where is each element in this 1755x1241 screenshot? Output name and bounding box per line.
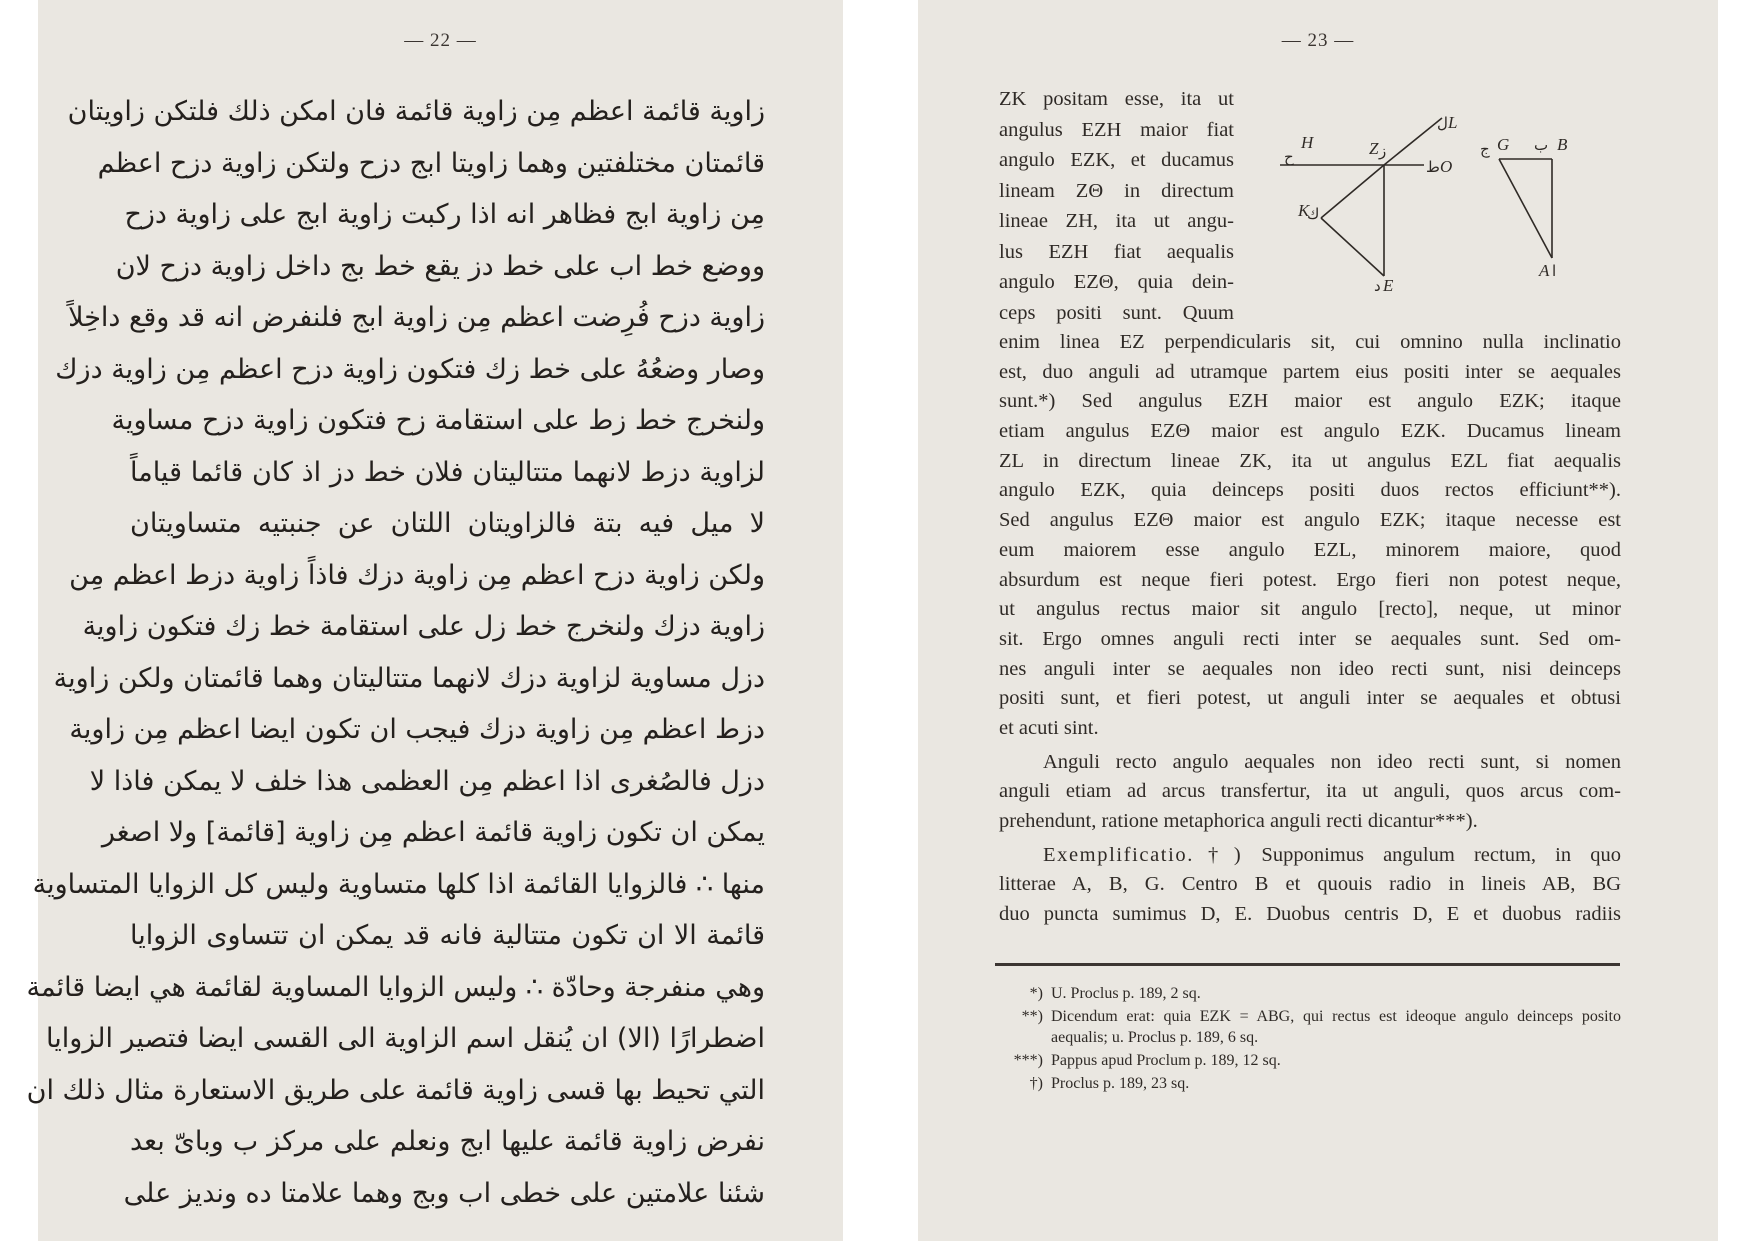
latin-line: angulo EZK, quia deinceps positi duos rectos efficiunt**).	[999, 479, 1621, 502]
latin-line: nes anguli inter se aequales non ideo recti sunt, nisi deinceps	[999, 657, 1621, 680]
geometry-figure	[1264, 98, 1614, 298]
latin-line: ceps positi sunt. Quum	[999, 301, 1234, 324]
label-A: A	[1539, 261, 1550, 280]
label-Z: Z	[1369, 139, 1379, 158]
latin-line: etiam angulus EZΘ maior est angulo EZK. Ducamus lineam	[999, 420, 1621, 443]
latin-line: anguli etiam ad arcus transfertur, ita ut anguli, quos arcus com-	[999, 780, 1621, 803]
geometry-diagram	[1264, 98, 1614, 298]
label-G: G	[1497, 135, 1510, 154]
arabic-line: نفرض زاوية قائمة عليها ابج ونعلم على مركز ب وباىّ بعد	[130, 1126, 765, 1157]
arabic-line: ولكن زاوية دزح اعظم مِن زاوية دزك فاذاً زاوية دزط اعظم مِن	[69, 559, 765, 591]
footnote	[999, 983, 1621, 1004]
arabic-line: وهي منفرجة وحادّة ∴ وليس الزوايا المساوية لقائمة هي ايضا قائمة	[26, 971, 765, 1003]
arabic-line: قائمتان مختلفتين وهما زاويتا ابج دزح ولتكن زاوية دزح اعظم	[97, 147, 765, 179]
arabic-line: دزط اعظم مِن زاوية دزك فيجب ان تكون ايضا اعظم مِن زاوية	[69, 714, 765, 745]
latin-line: sit. Ergo omnes anguli recti inter se aequales sunt. Sed om-	[999, 627, 1621, 650]
arabic-line: ووضع خط اب على خط دز يقع خط بج داخل زاوية دزح لان	[115, 250, 765, 282]
latin-line: ZL in directum lineae ZK, ita ut angulus EZL fiat aequalis	[999, 449, 1621, 472]
latin-line: ut angulus rectus maior sit angulo [recto], neque, ut minor	[999, 598, 1621, 621]
label-L: L	[1448, 113, 1458, 132]
latin-line	[999, 841, 1621, 871]
latin-line: eum maiorem esse angulo EZL, minorem maiore, quod	[999, 538, 1621, 561]
arabic-line: زاوية دزح فُرِضت اعظم مِن زاوية ابج فلنفرض انه قد وقع داخِلاً	[68, 302, 765, 333]
label-ba: ب	[1534, 136, 1549, 154]
latin-line: lus EZH fiat aequalis	[999, 240, 1234, 263]
line-KE	[1321, 218, 1384, 276]
label-O: O	[1440, 157, 1453, 176]
latin-line: angulus EZH maior fiat	[999, 118, 1234, 141]
label-ha: ح	[1284, 148, 1294, 166]
arabic-line: مِن زاوية ابج فظاهر انه اذا ركبت زاوية ابج على زاوية دزح	[124, 199, 765, 230]
latin-line: prehendunt, ratione metaphorica anguli recti dicantur***).	[999, 810, 1478, 832]
latin-line: duo puncta sumimus D, E. Duobus centris D, E et duobus radiis	[999, 903, 1621, 926]
footnote-text: U. Proclus p. 189, 2 sq.	[1051, 985, 1201, 1002]
latin-line: absurdum est neque fieri potest. Ergo fieri non potest neque,	[999, 568, 1621, 591]
latin-line: est, duo anguli ad utramque partem eius positi inter se aequales	[999, 360, 1621, 383]
page-number-left: — 22 —	[404, 30, 477, 51]
label-za: ز	[1379, 142, 1387, 160]
latin-line: sunt.*) Sed angulus EZH maior est angulo EZK; itaque	[999, 390, 1621, 413]
latin-line: lineam ZΘ in directum	[999, 179, 1234, 202]
label-K: K	[1298, 201, 1310, 220]
arabic-line: دزل فالصُغرى اذا اعظم مِن العظمى هذا خلف لا يمكن فاذا لا	[89, 765, 765, 797]
latin-line: et acuti sint.	[999, 716, 1099, 739]
label-ta: ط	[1426, 158, 1440, 176]
arabic-line: شئنا علامتين على خطى اب وبج وهما علامتا ده ونديز على	[123, 1177, 765, 1209]
latin-line: Anguli recto angulo aequales non ideo recti sunt, si nomen	[1043, 750, 1621, 773]
arabic-text-block	[26, 86, 765, 1219]
latin-line: ZK positam esse, ita ut	[999, 88, 1234, 110]
latin-body-block	[999, 328, 1621, 930]
label-kaf: ك	[1307, 205, 1320, 223]
latin-line: lineae ZH, ita ut angu-	[999, 210, 1234, 232]
latin-line: litterae A, B, G. Centro B et quouis radio in lineis AB, BG	[999, 873, 1621, 896]
arabic-line: يمكن ان تكون زاوية قائمة اعظم مِن زاوية [قائمة] ولا اصغر	[101, 817, 765, 848]
right-page	[918, 0, 1718, 1241]
latin-line: angulo EZΘ, quia dein-	[999, 271, 1234, 293]
latin-line: Sed angulus EZΘ maior est angulo EZK; itaque necesse est	[999, 509, 1621, 532]
footnote	[999, 1050, 1621, 1071]
footnote-mark: **)	[1021, 1008, 1043, 1025]
footnotes	[999, 983, 1621, 1096]
label-H: H	[1301, 133, 1314, 152]
label-jim: ج	[1480, 140, 1490, 158]
arabic-line: لا ميل فيه بتة فالزاويتان اللتان عن جنبتيه متساويتان	[130, 508, 765, 539]
label-alif: ا	[1552, 262, 1557, 280]
footnote	[999, 1073, 1621, 1094]
footnote-text: Proclus p. 189, 23 sq.	[1051, 1075, 1190, 1092]
section-label: Exemplificatio.†)	[1043, 843, 1243, 866]
arabic-line: دزل مساوية لزاوية دزك لانهما متتاليتان وهما قائمتان ولكن زاوية	[53, 662, 765, 694]
footnote-text: Pappus apud Proclum p. 189, 12 sq.	[1051, 1052, 1281, 1069]
left-page	[26, 0, 843, 1241]
arabic-line: وصار وضعُهُ على خط زك فتكون زاوية دزح اعظم مِن زاوية دزك	[55, 353, 765, 385]
arabic-line: ولنخرج خط زط على استقامة زح فتكون زاوية دزح مساوية	[111, 405, 765, 436]
footnote-text: Dicendum erat: quia EZK = ABG, qui rectus est ideoque angulo deinceps posito aequalis; u. Proclus p. 189, 6 sq.	[1051, 1008, 1621, 1046]
page-number-right: — 23 —	[1281, 30, 1355, 51]
footnote-mark: †)	[1029, 1075, 1043, 1092]
latin-line: angulo EZK, et ducamus	[999, 149, 1234, 171]
label-E: E	[1383, 276, 1394, 295]
footnote-mark: ***)	[1013, 1052, 1043, 1069]
arabic-line: اضطرارًا (الا) ان يُنقل اسم الزاوية الى القسى ايضا فتصير الزوايا	[46, 1023, 765, 1054]
footnote-mark: *)	[1029, 985, 1043, 1002]
arabic-line: التي تحيط بها قسى زاوية قائمة على طريق الاستعارة مثال ذلك ان	[26, 1074, 765, 1106]
latin-line: positi sunt, et fieri potest, ut anguli inter se aequales et obtusi	[999, 687, 1621, 710]
arabic-line: قائمة الا ان تكون متتالية فانه قد يمكن ان تتساوى الزوايا	[130, 920, 765, 951]
arabic-line: لزاوية دزط لانهما متتاليتان فلان خط دز اذ كان قائما قياماً	[130, 456, 765, 488]
latin-line: enim linea EZ perpendicularis sit, cui omnino nulla inclinatio	[999, 331, 1621, 353]
latin-fragment: Supponimus angulum rectum, in quo	[1261, 843, 1621, 866]
intro-text-block	[999, 84, 1234, 328]
label-B: B	[1557, 135, 1568, 154]
arabic-line: زاوية قائمة اعظم مِن زاوية قائمة فان امكن ذلك فلتكن زاويتان	[67, 96, 765, 127]
label-dal: د	[1374, 277, 1381, 295]
footnote-rule	[995, 963, 1620, 966]
arabic-line: زاوية دزك ولنخرج خط زل على استقامة خط زك فتكون زاوية	[82, 611, 765, 642]
arabic-line: منها ∴ فالزوايا القائمة اذا كلها متساوية وليس كل الزوايا المتساوية	[32, 868, 765, 900]
label-la: ل	[1437, 114, 1448, 132]
line-ZK	[1321, 165, 1384, 218]
footnote	[999, 1006, 1621, 1048]
line-GA	[1499, 159, 1552, 258]
